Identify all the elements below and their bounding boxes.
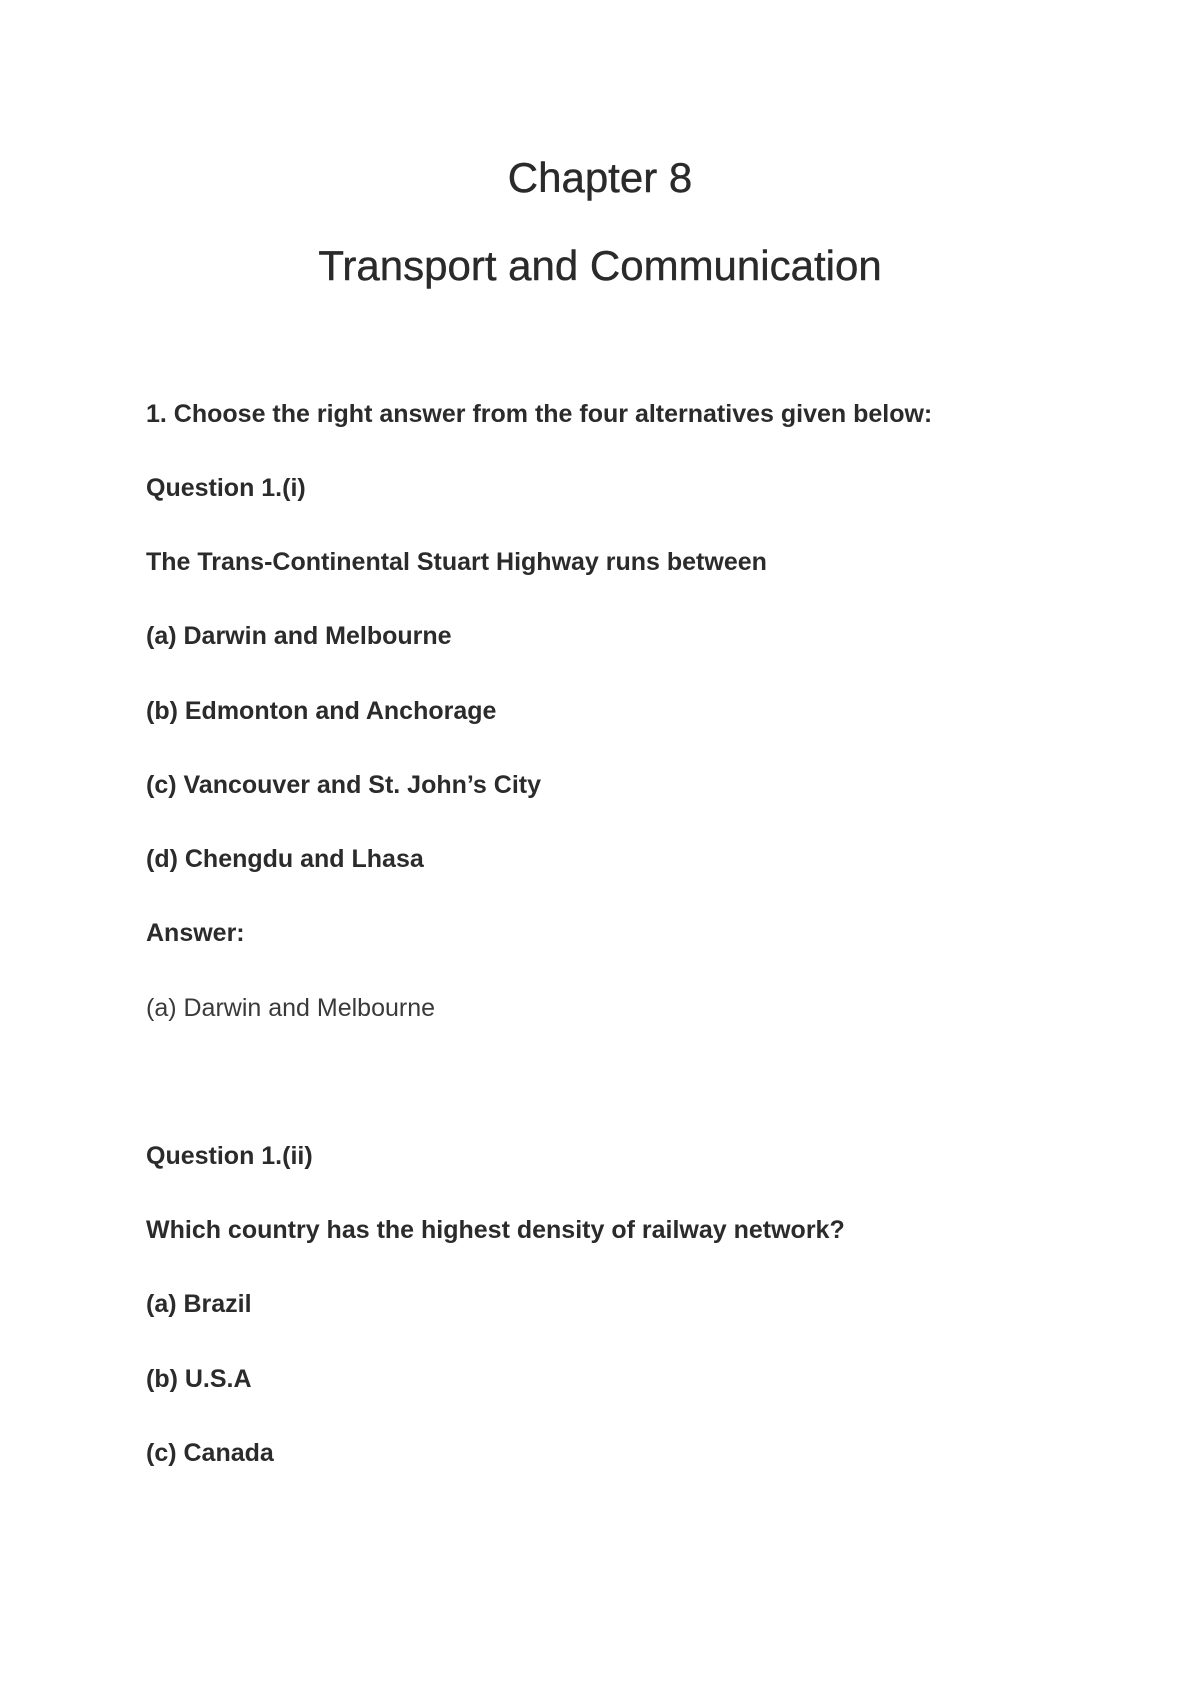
instruction-text: 1. Choose the right answer from the four alternatives given below:	[146, 400, 933, 428]
question-text: The Trans-Continental Stuart Highway runs between	[146, 548, 767, 576]
option-d: (d) Chengdu and Lhasa	[146, 845, 424, 873]
answer-text: (a) Darwin and Melbourne	[146, 994, 436, 1022]
question-text: Which country has the highest density of railway network?	[146, 1216, 845, 1244]
option-b: (b) Edmonton and Anchorage	[146, 697, 497, 725]
option-c: (c) Vancouver and St. John’s City	[146, 771, 541, 799]
option-c: (c) Canada	[146, 1439, 274, 1467]
chapter-heading: Chapter 8	[507, 154, 693, 201]
question-label: Question 1.(ii)	[146, 1142, 313, 1170]
chapter-title: Transport and Communication	[318, 242, 882, 289]
option-a: (a) Brazil	[146, 1290, 252, 1318]
answer-label: Answer:	[146, 919, 245, 947]
option-b: (b) U.S.A	[146, 1365, 252, 1393]
option-a: (a) Darwin and Melbourne	[146, 622, 452, 650]
question-label: Question 1.(i)	[146, 474, 306, 502]
